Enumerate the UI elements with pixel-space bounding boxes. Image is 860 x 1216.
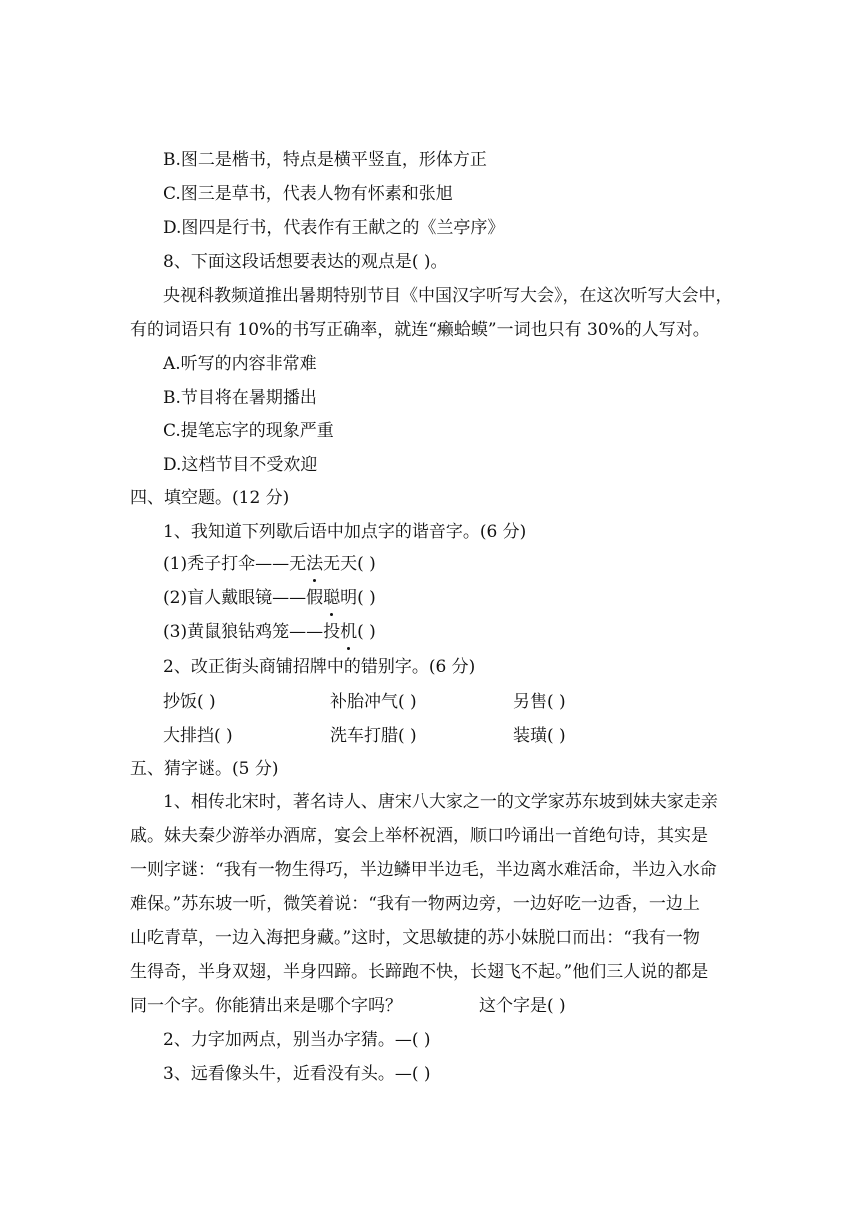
q7-option-d: D.图四是行书，代表作有王献之的《兰亭序》 xyxy=(163,218,505,238)
idiom-text: (3)黄鼠狼钻鸡笼——投 xyxy=(163,622,341,642)
q8-option-b: B.节目将在暑期播出 xyxy=(163,388,317,408)
idiom-item xyxy=(163,620,376,644)
signboard-item: 洗车打腊( ) xyxy=(330,726,417,746)
signboard-item: 装璜( ) xyxy=(513,726,566,746)
idiom-text-answer: 明( ) xyxy=(340,588,376,608)
dotted-character: 聪 xyxy=(323,588,341,608)
riddle-2: 2、力字加两点，别当办字猜。—( ) xyxy=(163,1030,431,1050)
section-4-q1-stem: 1、我知道下列歇后语中加点字的谐音字。(6 分) xyxy=(163,522,527,542)
riddle-1-line: 难保。”苏东坡一听，微笑着说：“我有一物两边旁，一边好吃一边香，一边上 xyxy=(130,894,700,914)
idiom-text-answer: 无天( ) xyxy=(323,554,376,574)
signboard-item: 另售( ) xyxy=(513,692,566,712)
dotted-character: 机 xyxy=(340,622,358,642)
q8-option-d: D.这档节目不受欢迎 xyxy=(163,455,318,475)
idiom-item xyxy=(163,552,376,576)
riddle-1-line: 山吃青草，一边入海把身藏。”这时，文思敏捷的苏小妹脱口而出：“我有一物 xyxy=(130,928,700,948)
q8-option-c: C.提笔忘字的现象严重 xyxy=(163,421,334,441)
riddle-1-line: 生得奇，半身双翅，半身四蹄。长蹄跑不快，长翅飞不起。”他们三人说的都是 xyxy=(130,962,709,982)
idiom-item xyxy=(163,586,376,610)
idiom-text: (2)盲人戴眼镜——假 xyxy=(163,588,324,608)
riddle-1-line: 1、相传北宋时，著名诗人、唐宋八大家之一的文学家苏东坡到妹夫家走亲 xyxy=(163,792,718,812)
q7-option-b: B.图二是楷书，特点是横平竖直，形体方正 xyxy=(163,150,487,170)
q8-passage-line-2: 有的词语只有 10%的书写正确率，就连“癞蛤蟆”一词也只有 30%的人写对。 xyxy=(130,320,710,340)
idiom-text: (1)秃子打伞——无 xyxy=(163,554,307,574)
signboard-item: 大排挡( ) xyxy=(163,726,233,746)
q8-option-a: A.听写的内容非常难 xyxy=(163,354,317,374)
section-4-heading: 四、填空题。(12 分) xyxy=(130,488,290,508)
riddle-3: 3、远看像头牛，近看没有头。—( ) xyxy=(163,1064,431,1084)
section-4-q2-stem: 2、改正街头商铺招牌中的错别字。(6 分) xyxy=(163,657,476,677)
riddle-1-answer-blank: 这个字是( ) xyxy=(479,996,566,1016)
signboard-item: 补胎冲气( ) xyxy=(330,692,417,712)
signboard-item: 抄饭( ) xyxy=(163,692,216,712)
q8-stem: 8、下面这段话想要表达的观点是( )。 xyxy=(163,252,448,272)
idiom-text-answer: ( ) xyxy=(357,622,376,642)
q8-passage-line-1: 央视科教频道推出暑期特别节目《中国汉字听写大会》，在这次听写大会中， xyxy=(163,286,733,306)
riddle-1-line: 戚。妹夫秦少游举办酒席，宴会上举杯祝酒，顺口吟诵出一首绝句诗，其实是 xyxy=(130,826,708,846)
q7-option-c: C.图三是草书，代表人物有怀素和张旭 xyxy=(163,184,453,204)
riddle-1-line: 一则字谜：“我有一物生得巧，半边鳞甲半边毛，半边离水难活命，半边入水命 xyxy=(130,860,717,880)
section-5-heading: 五、猜字谜。(5 分) xyxy=(130,759,279,779)
riddle-1-last-line: 同一个字。你能猜出来是哪个字吗？ xyxy=(130,996,402,1016)
dotted-character: 法 xyxy=(306,554,324,574)
